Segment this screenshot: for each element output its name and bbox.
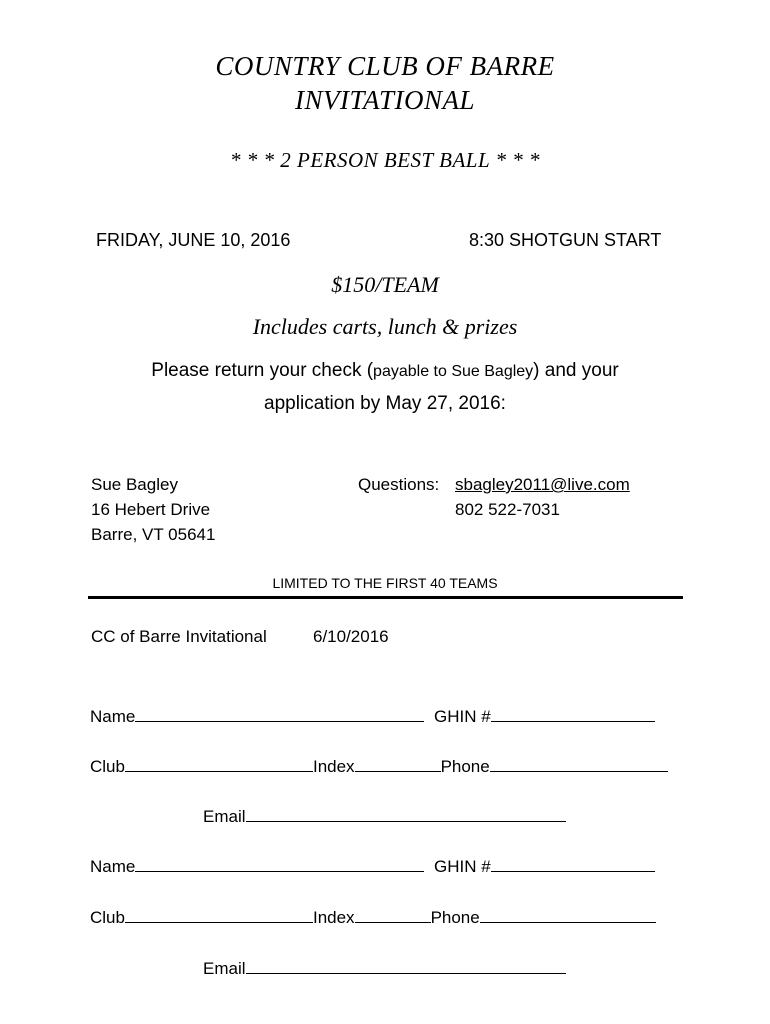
player1-club-field[interactable] xyxy=(125,754,313,772)
email-label: Email xyxy=(203,959,246,978)
form-event-name: CC of Barre Invitational xyxy=(91,627,267,646)
ghin-label: GHIN # xyxy=(434,857,491,876)
mailing-name: Sue Bagley xyxy=(91,475,178,494)
limited-notice: LIMITED TO THE FIRST 40 TEAMS xyxy=(272,575,498,591)
player2-ghin-field[interactable] xyxy=(491,854,655,872)
player1-email-field[interactable] xyxy=(246,804,566,822)
mailing-city: Barre, VT 05641 xyxy=(91,525,216,544)
player2-name-row xyxy=(90,854,424,877)
player2-phone-field[interactable] xyxy=(480,905,656,923)
return-text-part-1: Please return your check ( xyxy=(151,360,374,381)
includes-text: Includes carts, lunch & prizes xyxy=(252,314,518,339)
player2-ghin-row xyxy=(434,854,655,877)
player1-email-row xyxy=(203,804,566,827)
name-label: Name xyxy=(90,857,136,876)
format-subtitle: * * * 2 PERSON BEST BALL * * * xyxy=(230,148,540,172)
form-event-date: 6/10/2016 xyxy=(313,627,389,646)
mailing-address xyxy=(91,472,215,547)
club-label: Club xyxy=(90,757,125,776)
questions-label: Questions: xyxy=(358,475,440,494)
player1-club-row xyxy=(90,754,668,777)
contact-info xyxy=(455,472,630,522)
club-label: Club xyxy=(90,908,125,927)
return-instructions-line-2: application by May 27, 2016: xyxy=(264,393,506,414)
section-divider xyxy=(88,596,683,599)
player1-phone-field[interactable] xyxy=(490,754,668,772)
title-line-2: INVITATIONAL xyxy=(294,85,475,115)
player1-name-row xyxy=(90,704,424,727)
mailing-street: 16 Hebert Drive xyxy=(91,500,211,519)
phone-label: Phone xyxy=(430,908,480,927)
phone-label: Phone xyxy=(440,757,490,776)
payable-to: payable to Sue Bagley xyxy=(373,363,534,380)
contact-email-link[interactable]: sbagley2011@live.com xyxy=(455,475,630,494)
event-date: FRIDAY, JUNE 10, 2016 xyxy=(96,230,291,250)
player1-name-field[interactable] xyxy=(135,704,424,722)
player1-ghin-row xyxy=(434,704,655,727)
index-label: Index xyxy=(312,757,355,776)
return-text-part-2: ) and your xyxy=(533,360,619,381)
email-label: Email xyxy=(203,807,246,826)
player2-club-field[interactable] xyxy=(125,905,313,923)
price: $150/TEAM xyxy=(331,272,439,297)
player2-email-row xyxy=(203,956,566,979)
player1-ghin-field[interactable] xyxy=(491,704,655,722)
player2-index-field[interactable] xyxy=(355,905,431,923)
return-instructions-line-1 xyxy=(0,360,770,382)
player2-club-row xyxy=(90,905,656,928)
player2-email-field[interactable] xyxy=(246,956,566,974)
title-line-1: COUNTRY CLUB OF BARRE xyxy=(215,51,555,81)
index-label: Index xyxy=(312,908,355,927)
event-start: 8:30 SHOTGUN START xyxy=(469,230,662,250)
player1-index-field[interactable] xyxy=(355,754,441,772)
name-label: Name xyxy=(90,707,136,726)
ghin-label: GHIN # xyxy=(434,707,491,726)
contact-phone: 802 522-7031 xyxy=(455,500,560,519)
player2-name-field[interactable] xyxy=(135,854,424,872)
